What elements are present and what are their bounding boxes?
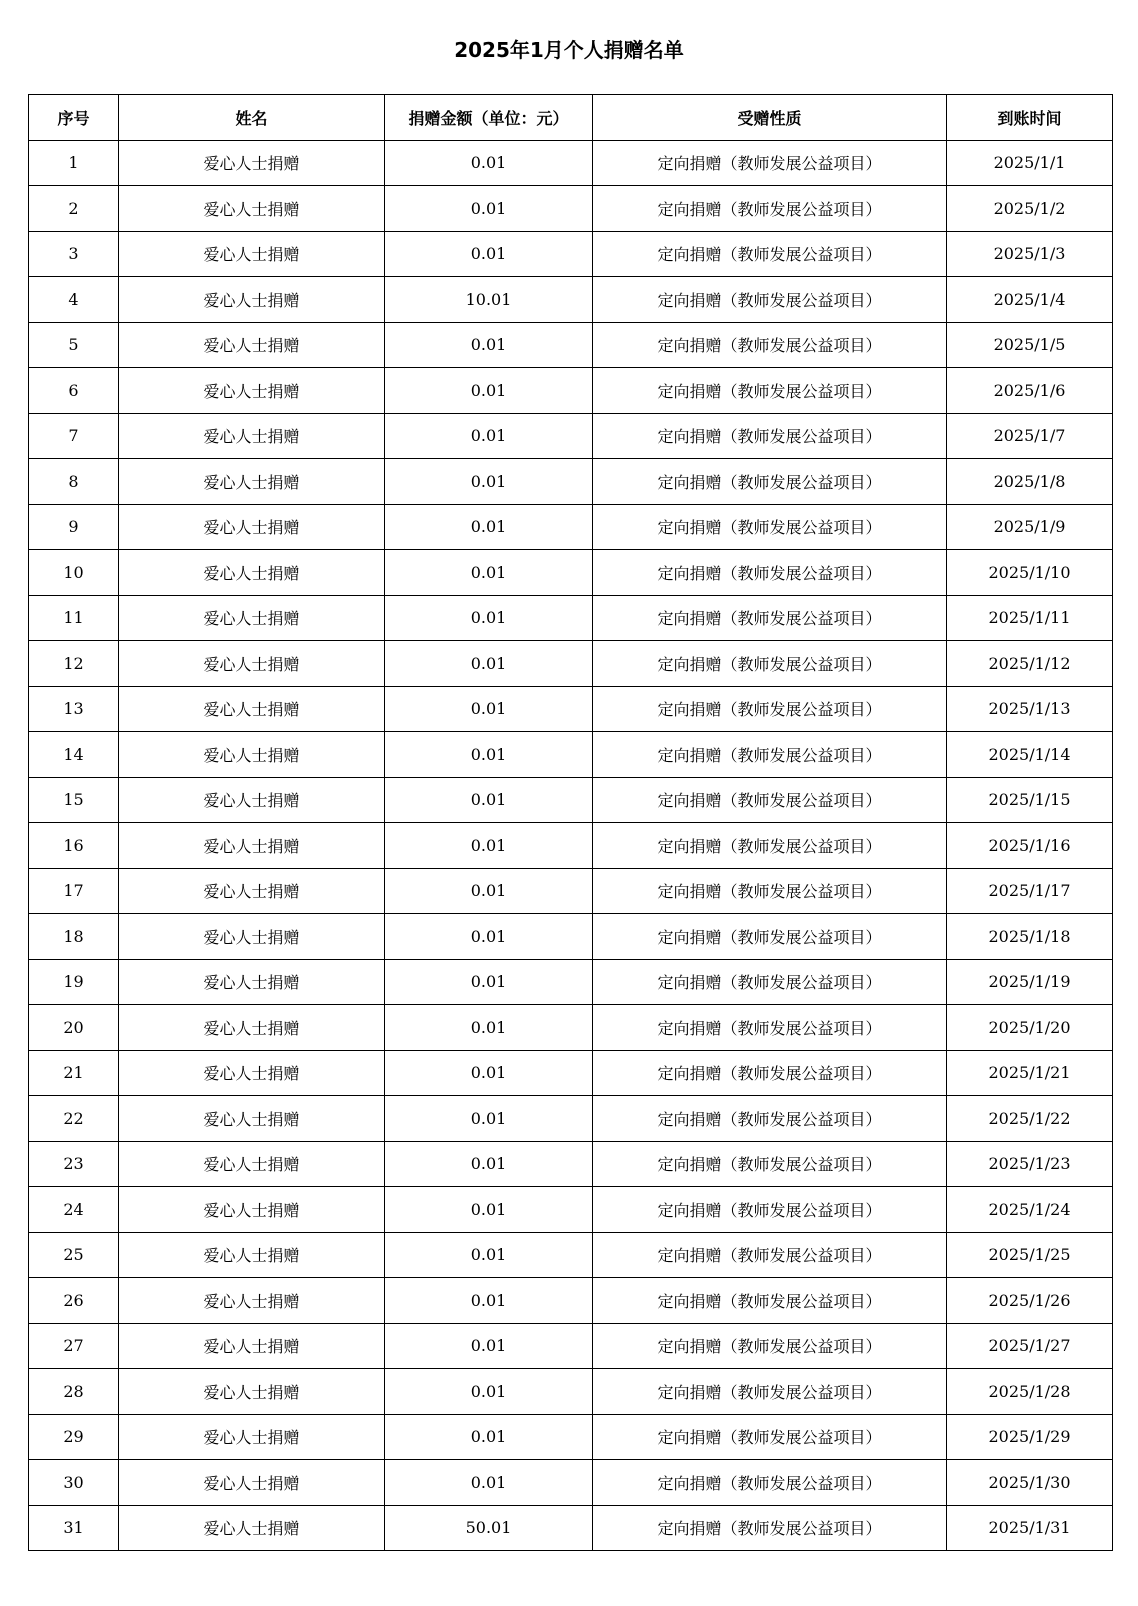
cell-amount: 0.01 [385, 368, 593, 414]
cell-donation-type: 定向捐赠（教师发展公益项目） [593, 686, 947, 732]
table-row [29, 504, 1113, 550]
cell-serial-number: 13 [29, 686, 119, 732]
cell-donation-type: 定向捐赠（教师发展公益项目） [593, 732, 947, 778]
cell-name: 爱心人士捐赠 [119, 1096, 385, 1142]
cell-donation-type: 定向捐赠（教师发展公益项目） [593, 1323, 947, 1369]
cell-amount: 0.01 [385, 504, 593, 550]
cell-amount: 0.01 [385, 686, 593, 732]
cell-name: 爱心人士捐赠 [119, 1414, 385, 1460]
cell-name: 爱心人士捐赠 [119, 1369, 385, 1415]
header-name: 姓名 [119, 95, 385, 141]
cell-amount: 10.01 [385, 277, 593, 323]
cell-donation-type: 定向捐赠（教师发展公益项目） [593, 868, 947, 914]
cell-received-date: 2025/1/30 [947, 1460, 1113, 1506]
cell-name: 爱心人士捐赠 [119, 595, 385, 641]
cell-name: 爱心人士捐赠 [119, 641, 385, 687]
cell-serial-number: 28 [29, 1369, 119, 1415]
cell-received-date: 2025/1/7 [947, 413, 1113, 459]
cell-name: 爱心人士捐赠 [119, 140, 385, 186]
cell-serial-number: 11 [29, 595, 119, 641]
cell-amount: 0.01 [385, 868, 593, 914]
cell-amount: 0.01 [385, 777, 593, 823]
cell-serial-number: 7 [29, 413, 119, 459]
cell-serial-number: 19 [29, 959, 119, 1005]
table-row [29, 1005, 1113, 1051]
cell-amount: 0.01 [385, 322, 593, 368]
header-amount: 捐赠金额（单位：元） [385, 95, 593, 141]
table-row [29, 1278, 1113, 1324]
cell-serial-number: 6 [29, 368, 119, 414]
cell-name: 爱心人士捐赠 [119, 777, 385, 823]
cell-name: 爱心人士捐赠 [119, 686, 385, 732]
cell-name: 爱心人士捐赠 [119, 277, 385, 323]
cell-donation-type: 定向捐赠（教师发展公益项目） [593, 1096, 947, 1142]
cell-received-date: 2025/1/20 [947, 1005, 1113, 1051]
cell-name: 爱心人士捐赠 [119, 1460, 385, 1506]
cell-serial-number: 8 [29, 459, 119, 505]
cell-amount: 0.01 [385, 732, 593, 778]
table-row [29, 777, 1113, 823]
cell-donation-type: 定向捐赠（教师发展公益项目） [593, 1050, 947, 1096]
cell-amount: 0.01 [385, 459, 593, 505]
cell-received-date: 2025/1/4 [947, 277, 1113, 323]
cell-serial-number: 9 [29, 504, 119, 550]
cell-received-date: 2025/1/29 [947, 1414, 1113, 1460]
table-row [29, 595, 1113, 641]
cell-donation-type: 定向捐赠（教师发展公益项目） [593, 1414, 947, 1460]
cell-donation-type: 定向捐赠（教师发展公益项目） [593, 1141, 947, 1187]
cell-serial-number: 22 [29, 1096, 119, 1142]
cell-received-date: 2025/1/6 [947, 368, 1113, 414]
cell-serial-number: 25 [29, 1232, 119, 1278]
cell-amount: 0.01 [385, 1278, 593, 1324]
cell-amount: 0.01 [385, 1232, 593, 1278]
cell-serial-number: 10 [29, 550, 119, 596]
cell-serial-number: 29 [29, 1414, 119, 1460]
cell-donation-type: 定向捐赠（教师发展公益项目） [593, 1187, 947, 1233]
cell-donation-type: 定向捐赠（教师发展公益项目） [593, 1505, 947, 1551]
table-body [29, 140, 1113, 1551]
header-serial-number: 序号 [29, 95, 119, 141]
table-row [29, 459, 1113, 505]
cell-donation-type: 定向捐赠（教师发展公益项目） [593, 959, 947, 1005]
table-row [29, 1141, 1113, 1187]
cell-amount: 0.01 [385, 140, 593, 186]
cell-serial-number: 24 [29, 1187, 119, 1233]
cell-name: 爱心人士捐赠 [119, 459, 385, 505]
cell-amount: 0.01 [385, 595, 593, 641]
cell-received-date: 2025/1/16 [947, 823, 1113, 869]
cell-serial-number: 31 [29, 1505, 119, 1551]
header-received-date: 到账时间 [947, 95, 1113, 141]
cell-amount: 0.01 [385, 1414, 593, 1460]
cell-donation-type: 定向捐赠（教师发展公益项目） [593, 1005, 947, 1051]
cell-serial-number: 21 [29, 1050, 119, 1096]
cell-serial-number: 3 [29, 231, 119, 277]
cell-received-date: 2025/1/9 [947, 504, 1113, 550]
cell-amount: 50.01 [385, 1505, 593, 1551]
cell-name: 爱心人士捐赠 [119, 368, 385, 414]
cell-donation-type: 定向捐赠（教师发展公益项目） [593, 277, 947, 323]
cell-name: 爱心人士捐赠 [119, 868, 385, 914]
table-row [29, 732, 1113, 778]
cell-donation-type: 定向捐赠（教师发展公益项目） [593, 413, 947, 459]
table-row [29, 686, 1113, 732]
cell-name: 爱心人士捐赠 [119, 1323, 385, 1369]
cell-name: 爱心人士捐赠 [119, 186, 385, 232]
cell-name: 爱心人士捐赠 [119, 322, 385, 368]
cell-serial-number: 4 [29, 277, 119, 323]
cell-amount: 0.01 [385, 1323, 593, 1369]
cell-serial-number: 16 [29, 823, 119, 869]
cell-serial-number: 5 [29, 322, 119, 368]
cell-amount: 0.01 [385, 641, 593, 687]
cell-serial-number: 30 [29, 1460, 119, 1506]
cell-name: 爱心人士捐赠 [119, 413, 385, 459]
table-row [29, 868, 1113, 914]
cell-amount: 0.01 [385, 1369, 593, 1415]
cell-donation-type: 定向捐赠（教师发展公益项目） [593, 231, 947, 277]
cell-serial-number: 14 [29, 732, 119, 778]
cell-donation-type: 定向捐赠（教师发展公益项目） [593, 322, 947, 368]
cell-donation-type: 定向捐赠（教师发展公益项目） [593, 914, 947, 960]
cell-received-date: 2025/1/22 [947, 1096, 1113, 1142]
cell-amount: 0.01 [385, 959, 593, 1005]
cell-donation-type: 定向捐赠（教师发展公益项目） [593, 777, 947, 823]
cell-received-date: 2025/1/13 [947, 686, 1113, 732]
page-title: 2025年1月个人捐赠名单 [454, 38, 684, 62]
cell-name: 爱心人士捐赠 [119, 1050, 385, 1096]
table-row [29, 1232, 1113, 1278]
cell-received-date: 2025/1/18 [947, 914, 1113, 960]
cell-donation-type: 定向捐赠（教师发展公益项目） [593, 140, 947, 186]
cell-donation-type: 定向捐赠（教师发展公益项目） [593, 504, 947, 550]
cell-donation-type: 定向捐赠（教师发展公益项目） [593, 823, 947, 869]
cell-donation-type: 定向捐赠（教师发展公益项目） [593, 186, 947, 232]
cell-received-date: 2025/1/5 [947, 322, 1113, 368]
cell-name: 爱心人士捐赠 [119, 1187, 385, 1233]
cell-name: 爱心人士捐赠 [119, 732, 385, 778]
cell-amount: 0.01 [385, 1050, 593, 1096]
cell-received-date: 2025/1/17 [947, 868, 1113, 914]
cell-name: 爱心人士捐赠 [119, 959, 385, 1005]
cell-serial-number: 2 [29, 186, 119, 232]
cell-name: 爱心人士捐赠 [119, 550, 385, 596]
table-row [29, 550, 1113, 596]
table-row [29, 1096, 1113, 1142]
table-row [29, 641, 1113, 687]
table-row [29, 1460, 1113, 1506]
cell-donation-type: 定向捐赠（教师发展公益项目） [593, 1369, 947, 1415]
cell-received-date: 2025/1/11 [947, 595, 1113, 641]
table-row [29, 1187, 1113, 1233]
table-row [29, 413, 1113, 459]
donation-table [28, 94, 1113, 1551]
cell-name: 爱心人士捐赠 [119, 504, 385, 550]
cell-serial-number: 18 [29, 914, 119, 960]
cell-donation-type: 定向捐赠（教师发展公益项目） [593, 1278, 947, 1324]
cell-received-date: 2025/1/25 [947, 1232, 1113, 1278]
cell-received-date: 2025/1/14 [947, 732, 1113, 778]
cell-serial-number: 27 [29, 1323, 119, 1369]
table-row [29, 1323, 1113, 1369]
cell-name: 爱心人士捐赠 [119, 823, 385, 869]
cell-amount: 0.01 [385, 823, 593, 869]
table-row [29, 231, 1113, 277]
cell-received-date: 2025/1/8 [947, 459, 1113, 505]
cell-donation-type: 定向捐赠（教师发展公益项目） [593, 459, 947, 505]
cell-name: 爱心人士捐赠 [119, 1141, 385, 1187]
cell-serial-number: 17 [29, 868, 119, 914]
cell-donation-type: 定向捐赠（教师发展公益项目） [593, 595, 947, 641]
cell-name: 爱心人士捐赠 [119, 1505, 385, 1551]
cell-amount: 0.01 [385, 1096, 593, 1142]
cell-received-date: 2025/1/21 [947, 1050, 1113, 1096]
table-header-row [29, 95, 1113, 141]
table-row [29, 959, 1113, 1005]
cell-name: 爱心人士捐赠 [119, 914, 385, 960]
cell-received-date: 2025/1/23 [947, 1141, 1113, 1187]
cell-received-date: 2025/1/1 [947, 140, 1113, 186]
cell-received-date: 2025/1/19 [947, 959, 1113, 1005]
table-row [29, 914, 1113, 960]
cell-received-date: 2025/1/24 [947, 1187, 1113, 1233]
cell-amount: 0.01 [385, 1460, 593, 1506]
cell-donation-type: 定向捐赠（教师发展公益项目） [593, 1232, 947, 1278]
table-row [29, 322, 1113, 368]
cell-received-date: 2025/1/28 [947, 1369, 1113, 1415]
header-donation-type: 受赠性质 [593, 95, 947, 141]
cell-amount: 0.01 [385, 186, 593, 232]
cell-name: 爱心人士捐赠 [119, 231, 385, 277]
table-row [29, 1414, 1113, 1460]
cell-amount: 0.01 [385, 413, 593, 459]
cell-amount: 0.01 [385, 1187, 593, 1233]
cell-amount: 0.01 [385, 1141, 593, 1187]
cell-serial-number: 12 [29, 641, 119, 687]
cell-amount: 0.01 [385, 550, 593, 596]
cell-serial-number: 20 [29, 1005, 119, 1051]
cell-received-date: 2025/1/31 [947, 1505, 1113, 1551]
table-row [29, 823, 1113, 869]
table-row [29, 368, 1113, 414]
cell-received-date: 2025/1/2 [947, 186, 1113, 232]
cell-amount: 0.01 [385, 231, 593, 277]
table-row [29, 1369, 1113, 1415]
cell-amount: 0.01 [385, 1005, 593, 1051]
cell-donation-type: 定向捐赠（教师发展公益项目） [593, 641, 947, 687]
table-row [29, 277, 1113, 323]
cell-serial-number: 1 [29, 140, 119, 186]
table-row [29, 1505, 1113, 1551]
cell-received-date: 2025/1/26 [947, 1278, 1113, 1324]
cell-serial-number: 26 [29, 1278, 119, 1324]
cell-name: 爱心人士捐赠 [119, 1232, 385, 1278]
cell-received-date: 2025/1/12 [947, 641, 1113, 687]
cell-donation-type: 定向捐赠（教师发展公益项目） [593, 1460, 947, 1506]
cell-received-date: 2025/1/10 [947, 550, 1113, 596]
cell-serial-number: 23 [29, 1141, 119, 1187]
table-row [29, 1050, 1113, 1096]
cell-amount: 0.01 [385, 914, 593, 960]
cell-received-date: 2025/1/15 [947, 777, 1113, 823]
cell-serial-number: 15 [29, 777, 119, 823]
cell-name: 爱心人士捐赠 [119, 1005, 385, 1051]
cell-received-date: 2025/1/27 [947, 1323, 1113, 1369]
cell-name: 爱心人士捐赠 [119, 1278, 385, 1324]
cell-donation-type: 定向捐赠（教师发展公益项目） [593, 550, 947, 596]
table-row [29, 140, 1113, 186]
table-row [29, 186, 1113, 232]
cell-received-date: 2025/1/3 [947, 231, 1113, 277]
cell-donation-type: 定向捐赠（教师发展公益项目） [593, 368, 947, 414]
